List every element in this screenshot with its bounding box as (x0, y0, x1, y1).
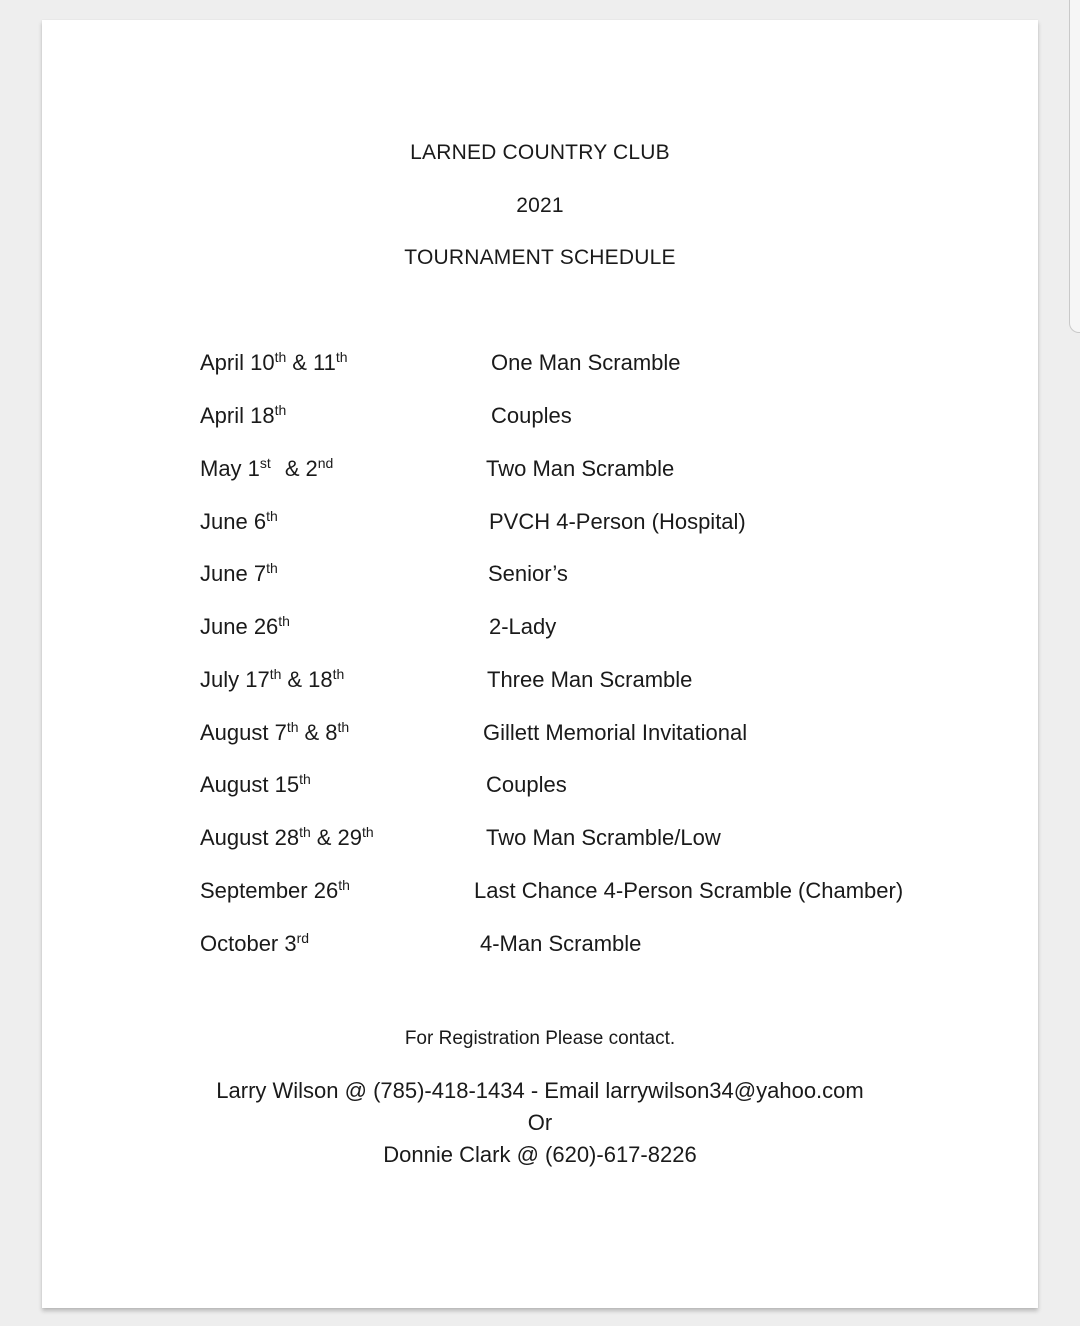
contact-larry-wilson: Larry Wilson @ (785)-418-1434 - Email larrywilson34@yahoo.com (216, 1078, 864, 1103)
event-name: Senior’s (488, 561, 568, 586)
schedule-row (0, 931, 1080, 961)
event-name: Three Man Scramble (487, 667, 693, 692)
event-date: August 7th & 8th (200, 719, 350, 745)
event-date: August 28th & 29th (200, 824, 374, 850)
schedule-row (0, 667, 1080, 697)
schedule-row (0, 878, 1080, 908)
event-date: August 15th (200, 771, 311, 797)
event-name: 2-Lady (489, 614, 557, 639)
event-date: July 17th & 18th (200, 666, 345, 692)
schedule-row (0, 614, 1080, 644)
event-name: One Man Scramble (491, 350, 681, 375)
schedule-row (0, 509, 1080, 539)
event-date: October 3rd (200, 930, 310, 956)
schedule-row (0, 350, 1080, 380)
event-date: September 26th (200, 877, 350, 903)
event-name: Last Chance 4-Person Scramble (Chamber) (474, 878, 904, 903)
event-name: Couples (486, 772, 567, 797)
event-date: June 6th (200, 508, 278, 534)
event-name: Couples (491, 403, 572, 428)
contact-or: Or (527, 1110, 553, 1135)
scrollbar-edge[interactable] (1069, 0, 1080, 333)
event-name: Two Man Scramble/Low (486, 825, 721, 850)
schedule-row (0, 772, 1080, 802)
contact-donnie-clark: Donnie Clark @ (620)-617-8226 (383, 1142, 697, 1167)
event-name: Gillett Memorial Invitational (483, 720, 748, 745)
schedule-row (0, 403, 1080, 433)
schedule-row (0, 456, 1080, 486)
club-name: LARNED COUNTRY CLUB (410, 141, 670, 164)
schedule-title: TOURNAMENT SCHEDULE (404, 246, 676, 269)
event-date: June 7th (200, 560, 278, 586)
event-date: May 1st & 2nd (200, 455, 334, 481)
schedule-row (0, 825, 1080, 855)
schedule-row (0, 561, 1080, 591)
event-date: April 10th & 11th (200, 349, 348, 375)
event-date: April 18th (200, 402, 287, 428)
registration-intro: For Registration Please contact. (404, 1028, 676, 1049)
event-name: PVCH 4-Person (Hospital) (489, 509, 746, 534)
event-date: June 26th (200, 613, 290, 639)
schedule-row (0, 720, 1080, 750)
event-name: 4-Man Scramble (480, 931, 642, 956)
event-name: Two Man Scramble (486, 456, 675, 481)
schedule-year: 2021 (516, 194, 564, 217)
